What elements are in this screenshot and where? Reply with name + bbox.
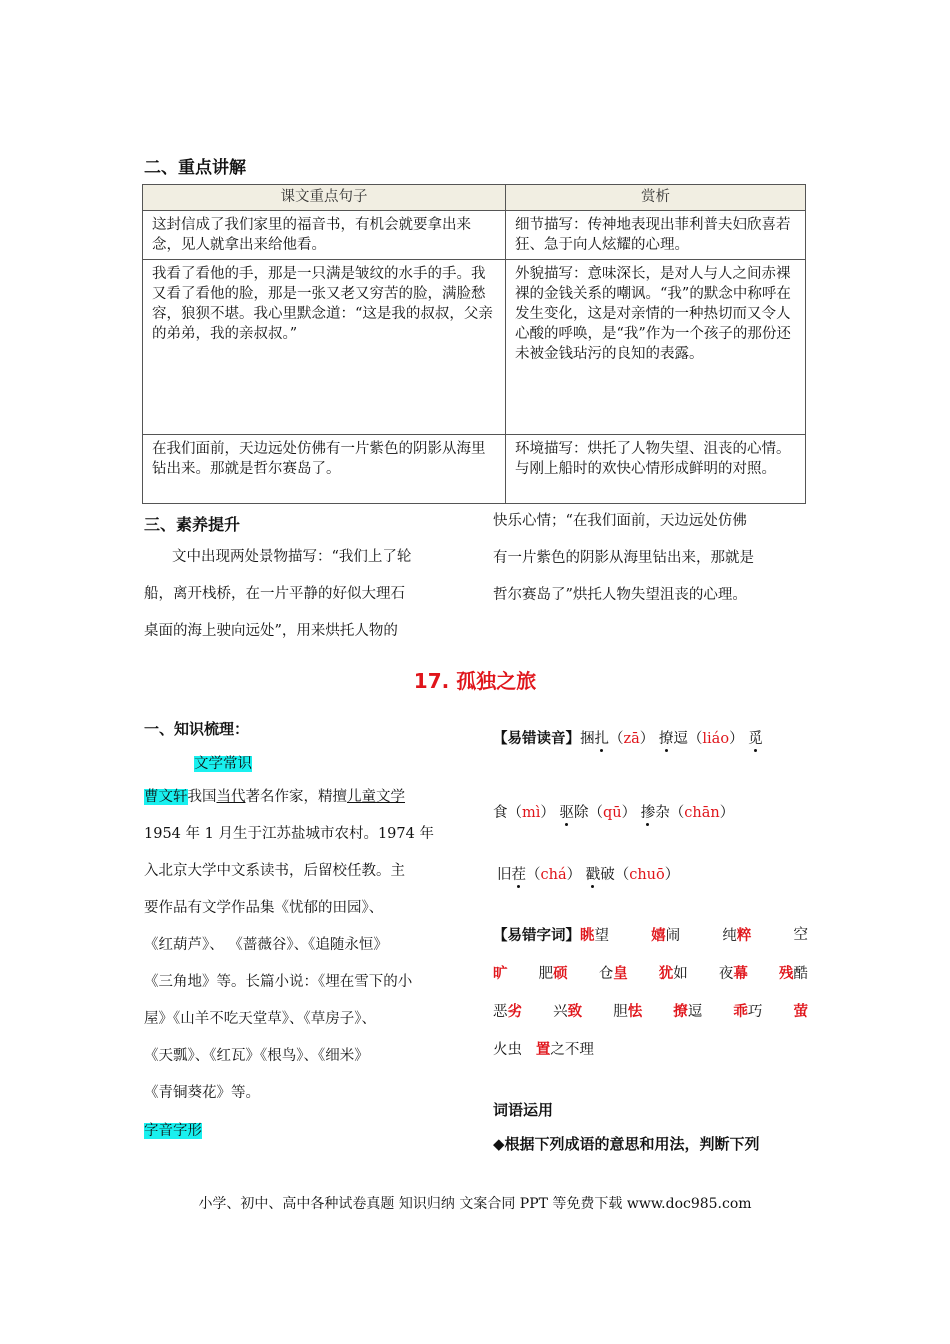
text-span: 夜 bbox=[718, 966, 734, 982]
table-cell-sentence: 这封信成了我们家里的福音书，有机会就要拿出来念，见人就拿出来给他看。 bbox=[143, 211, 506, 260]
table-header-row bbox=[143, 185, 806, 211]
text-span: 逗 bbox=[687, 1004, 703, 1020]
dotted-char: 驱 bbox=[559, 805, 574, 821]
text-span: 肥 bbox=[538, 966, 554, 982]
words-line bbox=[493, 1031, 808, 1069]
red-char: 旷 bbox=[493, 965, 508, 982]
text-span: 之不理 bbox=[550, 1042, 594, 1058]
text-line: 快乐心情；“在我们面前，天边远处仿佛 bbox=[493, 513, 747, 529]
red-char: 硕 bbox=[553, 965, 568, 982]
pron-line-1: 【易错读音】捆扎（zā） 撩逗（liáo） 觅 bbox=[493, 730, 763, 747]
text-line: 文中出现两处景物描写：“我们上了轮 bbox=[172, 549, 412, 565]
pron-line-3: 旧茬（chá） 戳破（chuō） bbox=[497, 867, 680, 883]
text-line: 有一片紫色的阴影从海里钻出来，那就是 bbox=[493, 550, 754, 566]
text-span: 捆 bbox=[580, 731, 595, 747]
section-title-key-points: 二、重点讲解 bbox=[144, 158, 246, 178]
text-span: 除 bbox=[574, 805, 589, 821]
author-name: 曹文轩 bbox=[144, 789, 188, 805]
dotted-char: 戳 bbox=[585, 867, 601, 883]
text-span: 如 bbox=[673, 966, 688, 982]
text-span: 破 bbox=[600, 867, 615, 883]
literacy-left-text bbox=[144, 539, 462, 650]
red-char: 萤 bbox=[793, 1003, 808, 1020]
text-span: 儿童文学 bbox=[347, 789, 405, 805]
red-char: 劣 bbox=[507, 1003, 522, 1020]
pron-label: 【易错读音】 bbox=[493, 730, 580, 747]
text-line: 1954 年 1 月生于江苏盐城市农村。1974 年 bbox=[144, 826, 434, 842]
red-char: 致 bbox=[567, 1003, 583, 1020]
words-line bbox=[493, 993, 808, 1031]
text-span: 兴 bbox=[553, 1004, 568, 1020]
dotted-char: 扎 bbox=[594, 731, 609, 747]
page-footer: 小学、初中、高中各种试卷真题 知识归纳 文案合同 PPT 等免费下载 www.doc985.com bbox=[198, 1196, 752, 1212]
pinyin: mì bbox=[522, 805, 541, 821]
text-line: 桌面的海上驶向远处”，用来烘托人物的 bbox=[144, 623, 398, 639]
text-line: 要作品有文学作品集《忧郁的田园》、 bbox=[144, 900, 384, 916]
words-line bbox=[493, 917, 808, 955]
red-char: 犹 bbox=[658, 965, 674, 982]
pron-line-2: 食（mì） 驱除（qū） 掺杂（chān） bbox=[493, 805, 735, 821]
text-span: 逗 bbox=[673, 731, 688, 747]
table-cell-analysis: 环境描写：烘托了人物失望、沮丧的心情。与刚上船时的欢快心情形成鲜明的对照。 bbox=[506, 435, 806, 504]
section-title-literacy: 三、素养提升 bbox=[144, 515, 241, 534]
dotted-char: 觅 bbox=[748, 731, 763, 747]
table-row bbox=[143, 211, 806, 260]
usage-instruction: ◆根据下列成语的意思和用法，判断下列 bbox=[493, 1135, 760, 1153]
words-line bbox=[493, 955, 808, 993]
text-line: 哲尔赛岛了”烘托人物失望沮丧的心理。 bbox=[493, 587, 747, 603]
text-span: 巧 bbox=[747, 1004, 763, 1020]
table-header: 赏析 bbox=[506, 185, 806, 211]
table-cell-analysis: 细节描写：传神地表现出菲利普夫妇欣喜若狂、急于向人炫耀的心理。 bbox=[506, 211, 806, 260]
text-line: 《三角地》等。长篇小说：《埋在雪下的小 bbox=[144, 974, 413, 990]
text-line: 《青铜葵花》等。 bbox=[144, 1085, 260, 1101]
pinyin: chuō bbox=[629, 867, 665, 883]
dotted-char: 撩 bbox=[658, 731, 674, 747]
pinyin: qū bbox=[603, 805, 622, 821]
pinyin: zā bbox=[623, 731, 640, 747]
red-char: 撩 bbox=[673, 1003, 688, 1020]
pinyin: liáo bbox=[702, 731, 730, 747]
text-line: 船，离开栈桥，在一片平静的好似大理石 bbox=[144, 586, 405, 602]
text-span: 酷 bbox=[793, 966, 808, 982]
red-char: 残 bbox=[778, 965, 794, 982]
text-line: 屋》《山羊不吃天堂草》、《草房子》、 bbox=[144, 1011, 376, 1027]
red-char: 幕 bbox=[733, 965, 748, 982]
text-span: 胆 bbox=[613, 1004, 628, 1020]
sound-label bbox=[144, 1119, 202, 1140]
text-span: 纯 bbox=[722, 928, 737, 944]
text-span: 当代 bbox=[216, 789, 246, 805]
red-char: 皇 bbox=[613, 965, 628, 982]
literature-label-text: 文学常识 bbox=[194, 756, 252, 772]
red-char: 怯 bbox=[627, 1003, 643, 1020]
dotted-char: 茬 bbox=[511, 867, 526, 883]
red-char: 眺 bbox=[580, 927, 595, 944]
text-span: 我国 bbox=[187, 789, 217, 805]
table-header: 课文重点句子 bbox=[143, 185, 506, 211]
literacy-right-text bbox=[493, 503, 811, 614]
author-bio bbox=[144, 779, 464, 1112]
sound-label-text: 字音字形 bbox=[144, 1123, 202, 1139]
error-words bbox=[493, 917, 808, 1069]
red-char: 嬉 bbox=[651, 927, 666, 944]
red-char: 粹 bbox=[736, 927, 752, 944]
table-row bbox=[143, 435, 806, 504]
dotted-char: 掺 bbox=[640, 805, 656, 821]
words-label: 【易错字词】 bbox=[493, 927, 580, 944]
text-line: 《红葫芦》、 《蔷薇谷》、《追随永恒》 bbox=[144, 937, 388, 953]
table-cell-sentence: 我看了看他的手，那是一只满是皱纹的水手的手。我又看了看他的脸，那是一张又老又穷苦的脸，满脸愁容，狼狈不堪。我心里默念道：“这是我的叔叔，父亲的弟弟，我的亲叔叔。” bbox=[143, 260, 506, 435]
red-char: 置 bbox=[535, 1041, 551, 1058]
text-span: 闹 bbox=[665, 928, 681, 944]
text-span: 杂 bbox=[655, 805, 670, 821]
text-span: 著名作家，精擅 bbox=[245, 789, 347, 805]
literature-label bbox=[194, 752, 252, 773]
text-span: 火虫 bbox=[493, 1042, 522, 1058]
text-span: 仓 bbox=[598, 966, 614, 982]
pinyin: chān bbox=[684, 805, 720, 821]
text-line bbox=[144, 779, 464, 816]
text-span: 食 bbox=[493, 805, 508, 821]
text-span: 望 bbox=[594, 928, 609, 944]
usage-title: 词语运用 bbox=[493, 1101, 554, 1119]
key-sentences-table bbox=[142, 184, 806, 504]
text-line: 入北京大学中文系读书，后留校任教。主 bbox=[144, 863, 405, 879]
table-cell-analysis: 外貌描写：意味深长，是对人与人之间赤裸裸的金钱关系的嘲讽。“我”的默念中称呼在发生变化，这是对亲情的一种热切而又令人心酸的呼唤，是“我”作为一个孩子的那份还未被金钱玷污的良知的表露。 bbox=[506, 260, 806, 435]
text-span: 空 bbox=[793, 927, 808, 943]
red-char: 乖 bbox=[733, 1003, 748, 1020]
knowledge-title: 一、知识梳理： bbox=[144, 720, 250, 738]
pinyin: chá bbox=[540, 867, 567, 883]
table-cell-sentence: 在我们面前，天边远处仿佛有一片紫色的阴影从海里钻出来。那就是哲尔赛岛了。 bbox=[143, 435, 506, 504]
table-row bbox=[143, 260, 806, 435]
text-line: 《天瓢》、《红瓦》《根鸟》、《细米》 bbox=[144, 1048, 369, 1064]
text-span: 恶 bbox=[493, 1004, 508, 1020]
text-span: 旧 bbox=[497, 867, 512, 883]
lesson-title: 17. 孤独之旅 bbox=[413, 669, 537, 693]
